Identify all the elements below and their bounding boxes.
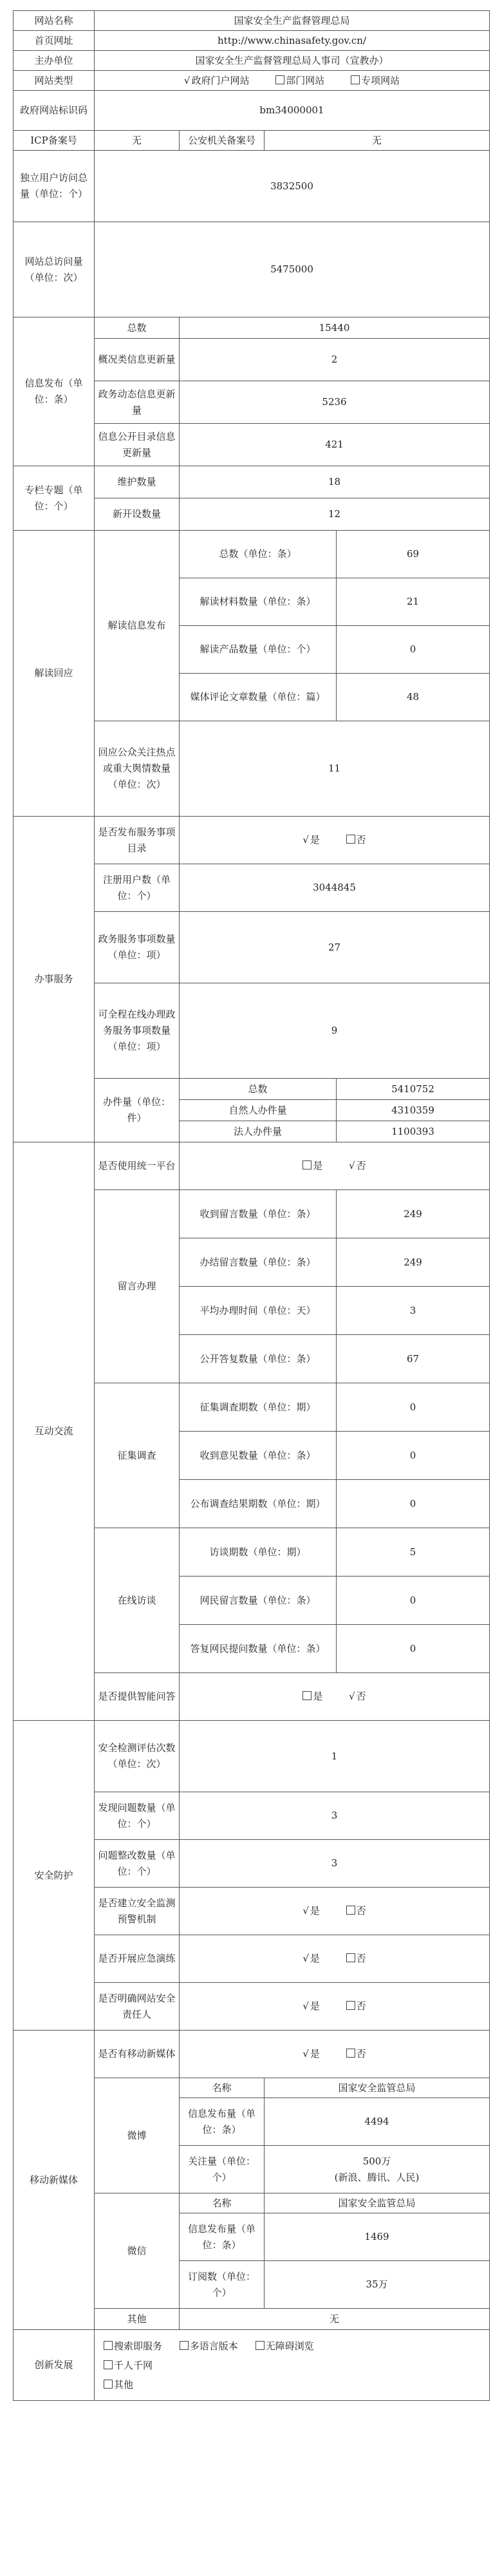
security-flag-label: 是否明确网站安全责任人: [95, 1983, 180, 2031]
checkbox-icon: [180, 2341, 189, 2350]
info-publish-label: 总数: [95, 317, 180, 339]
checked-icon: √: [302, 1953, 309, 1964]
weibo-posts-value: 4494: [265, 2098, 490, 2146]
wechat-subs-label: 订阅数（单位：个）: [180, 2261, 265, 2309]
interview-label: 访谈期数（单位：期）: [180, 1528, 337, 1577]
fixed-label: 问题整改数量（单位：个）: [95, 1840, 180, 1888]
survey-label: 征集调查期数（单位：期）: [180, 1383, 337, 1432]
interpret-value: 21: [337, 578, 490, 626]
weibo-fans-value: 500万: [362, 2155, 391, 2167]
security-flag-options: √ 是 否: [180, 1935, 490, 1983]
weibo-posts-label: 信息发布量（单位：条）: [180, 2098, 265, 2146]
icp-label: ICP备案号: [14, 131, 95, 151]
survey-label: 公布调查结果期数（单位：期）: [180, 1480, 337, 1528]
service-items-value: 27: [180, 912, 490, 983]
site-type-label: 网站类型: [14, 71, 95, 91]
security-flag-options: √ 是 否: [180, 1888, 490, 1935]
innovation-option: 其他: [104, 2375, 133, 2394]
smart-qa-label: 是否提供智能问答: [95, 1673, 180, 1721]
service-section: 办事服务: [14, 817, 95, 1142]
checkbox-icon: [104, 2341, 113, 2350]
special-label: 新开设数量: [95, 498, 180, 531]
special-section: 专栏专题（单位：个）: [14, 466, 95, 531]
service-items-label: 政务服务事项数量（单位：项）: [95, 912, 180, 983]
volume-row-label: 法人办件量: [180, 1121, 337, 1142]
report-sheet: [13, 10, 489, 2401]
volume-row-label: 自然人办件量: [180, 1100, 337, 1121]
interpret-sub: 解读信息发布: [95, 531, 180, 721]
checkbox-icon: [256, 2341, 265, 2350]
unified-no: √ 否: [349, 1158, 366, 1174]
site-annual-report-table: [13, 10, 490, 2401]
catalog-yes: √ 是: [302, 832, 320, 848]
checkbox-icon: [346, 2001, 355, 2010]
info-publish-value: 5236: [180, 381, 490, 424]
message-label: 办结留言数量（单位：条）: [180, 1238, 337, 1287]
special-label: 维护数量: [95, 466, 180, 498]
volume-label: 办件量（单位：件）: [95, 1079, 180, 1142]
site-id-value: bm34000001: [95, 91, 490, 131]
hot-response-label: 回应公众关注热点或重大舆情数量（单位：次）: [95, 721, 180, 817]
smart-yes: 是: [302, 1689, 322, 1705]
site-type-portal: √ 政府门户网站: [184, 73, 250, 89]
mobile-has-options: √ 是 否: [180, 2031, 490, 2078]
interpret-value: 48: [337, 674, 490, 721]
unified-yes: 是: [302, 1158, 322, 1174]
online-items-label: 可全程在线办理政务服务事项数量（单位：项）: [95, 983, 180, 1079]
service-catalog-options: [180, 817, 490, 864]
survey-value: 0: [337, 1480, 490, 1528]
checkbox-icon: [104, 2360, 113, 2369]
checkbox-icon: [346, 1953, 355, 1962]
checkbox-icon: [346, 2049, 355, 2058]
checkbox-icon: [351, 75, 360, 84]
site-type-special: 专项网站: [351, 73, 400, 89]
users-label: 注册用户数（单位：个）: [95, 864, 180, 912]
checked-icon: √: [302, 2000, 309, 2012]
icp-value: 无: [95, 131, 180, 151]
checkbox-icon: [346, 1906, 355, 1915]
innovation-options: [95, 2330, 490, 2401]
home-url-value: http://www.chinasafety.gov.cn/: [95, 31, 490, 51]
site-id-label: 政府网站标识码: [14, 91, 95, 131]
survey-sub: 征集调查: [95, 1383, 180, 1528]
survey-value: 0: [337, 1383, 490, 1432]
innovation-section: 创新发展: [14, 2330, 95, 2401]
interpret-label: 总数（单位：条）: [180, 531, 337, 578]
checkbox-icon: [302, 1160, 311, 1170]
wechat-posts-label: 信息发布量（单位：条）: [180, 2213, 265, 2261]
weibo-name-label: 名称: [180, 2078, 265, 2098]
wechat-name-label: 名称: [180, 2193, 265, 2213]
interview-value: 0: [337, 1625, 490, 1673]
weibo-name-value: 国家安全监管总局: [265, 2078, 490, 2098]
site-name-label: 网站名称: [14, 11, 95, 31]
message-value: 249: [337, 1238, 490, 1287]
innovation-option: 搜索即服务: [104, 2336, 162, 2356]
uv-value: 3832500: [95, 151, 490, 222]
info-publish-label: 政务动态信息更新量: [95, 381, 180, 424]
innovation-option: 多语言版本: [180, 2336, 238, 2356]
security-flag-label: 是否开展应急演练: [95, 1935, 180, 1983]
interpret-section: 解读回应: [14, 531, 95, 817]
innovation-option: 千人千网: [104, 2356, 153, 2375]
police-label: 公安机关备案号: [180, 131, 265, 151]
weibo-sub: 微博: [95, 2078, 180, 2193]
weibo-fans-cell: [265, 2146, 490, 2193]
checked-icon: √: [302, 1905, 309, 1917]
innovation-option: 无障碍浏览: [256, 2336, 314, 2356]
interpret-label: 解读产品数量（单位：个）: [180, 626, 337, 674]
message-label: 收到留言数量（单位：条）: [180, 1190, 337, 1238]
info-publish-value: 15440: [180, 317, 490, 339]
pv-label: 网站总访问量（单位：次）: [14, 222, 95, 317]
smart-no: √ 否: [349, 1689, 366, 1705]
hot-response-value: 11: [180, 721, 490, 817]
catalog-no: 否: [346, 832, 366, 848]
special-value: 18: [180, 466, 490, 498]
checkbox-icon: [302, 1691, 311, 1700]
interpret-value: 0: [337, 626, 490, 674]
interpret-value: 69: [337, 531, 490, 578]
special-value: 12: [180, 498, 490, 531]
info-publish-label: 信息公开目录信息更新量: [95, 424, 180, 466]
wechat-posts-value: 1469: [265, 2213, 490, 2261]
uv-label: 独立用户访问总量（单位：个）: [14, 151, 95, 222]
checked-icon: √: [349, 1160, 355, 1171]
pv-value: 5475000: [95, 222, 490, 317]
message-sub: 留言办理: [95, 1190, 180, 1383]
users-value: 3044845: [180, 864, 490, 912]
info-publish-section: 信息发布（单位：条）: [14, 317, 95, 466]
eval-value: 1: [180, 1721, 490, 1792]
interview-sub: 在线访谈: [95, 1528, 180, 1673]
found-value: 3: [180, 1792, 490, 1840]
survey-label: 收到意见数量（单位：条）: [180, 1432, 337, 1480]
volume-row-value: 4310359: [337, 1100, 490, 1121]
info-publish-value: 421: [180, 424, 490, 466]
interview-value: 0: [337, 1577, 490, 1625]
sponsor-value: 国家安全生产监督管理总局人事司（宣教办）: [95, 51, 490, 71]
checkbox-icon: [104, 2380, 113, 2389]
interpret-label: 媒体评论文章数量（单位：篇）: [180, 674, 337, 721]
site-name-value: 国家安全生产监督管理总局: [95, 11, 490, 31]
security-flag-label: 是否建立安全监测预警机制: [95, 1888, 180, 1935]
info-publish-value: 2: [180, 339, 490, 381]
interpret-label: 解读材料数量（单位：条）: [180, 578, 337, 626]
online-items-value: 9: [180, 983, 490, 1079]
checked-icon: √: [302, 834, 309, 846]
checked-icon: √: [183, 74, 191, 86]
checked-icon: √: [349, 1690, 355, 1702]
message-value: 3: [337, 1287, 490, 1335]
police-value: 无: [265, 131, 490, 151]
checked-icon: √: [302, 2048, 309, 2060]
checkbox-icon: [275, 75, 284, 84]
message-label: 平均办理时间（单位：天）: [180, 1287, 337, 1335]
site-type-options: [95, 71, 490, 91]
service-catalog-label: 是否发布服务事项目录: [95, 817, 180, 864]
volume-row-value: 1100393: [337, 1121, 490, 1142]
mobile-section: 移动新媒体: [14, 2031, 95, 2330]
mobile-has-label: 是否有移动新媒体: [95, 2031, 180, 2078]
interview-label: 网民留言数量（单位：条）: [180, 1577, 337, 1625]
site-type-department: 部门网站: [275, 73, 324, 89]
fixed-value: 3: [180, 1840, 490, 1888]
weibo-fans-label: 关注量（单位：个）: [180, 2146, 265, 2193]
checkbox-icon: [346, 835, 355, 844]
security-section: 安全防护: [14, 1721, 95, 2031]
weibo-fans-note: (新浪、腾讯、人民): [334, 2171, 420, 2183]
security-flag-options: √ 是 否: [180, 1983, 490, 2031]
info-publish-label: 概况类信息更新量: [95, 339, 180, 381]
interview-label: 答复网民提问数量（单位：条）: [180, 1625, 337, 1673]
home-url-label: 首页网址: [14, 31, 95, 51]
unified-platform-label: 是否使用统一平台: [95, 1142, 180, 1190]
wechat-sub: 微信: [95, 2193, 180, 2309]
message-value: 67: [337, 1335, 490, 1383]
survey-value: 0: [337, 1432, 490, 1480]
mobile-other-label: 其他: [95, 2309, 180, 2330]
message-label: 公开答复数量（单位：条）: [180, 1335, 337, 1383]
wechat-name-value: 国家安全监管总局: [265, 2193, 490, 2213]
volume-row-label: 总数: [180, 1079, 337, 1100]
smart-qa-options: [180, 1673, 490, 1721]
volume-row-value: 5410752: [337, 1079, 490, 1100]
message-value: 249: [337, 1190, 490, 1238]
found-label: 发现问题数量（单位：个）: [95, 1792, 180, 1840]
interaction-section: 互动交流: [14, 1142, 95, 1721]
interview-value: 5: [337, 1528, 490, 1577]
mobile-other-value: 无: [180, 2309, 490, 2330]
unified-platform-options: [180, 1142, 490, 1190]
sponsor-label: 主办单位: [14, 51, 95, 71]
wechat-subs-value: 35万: [265, 2261, 490, 2309]
eval-label: 安全检测评估次数（单位：次）: [95, 1721, 180, 1792]
